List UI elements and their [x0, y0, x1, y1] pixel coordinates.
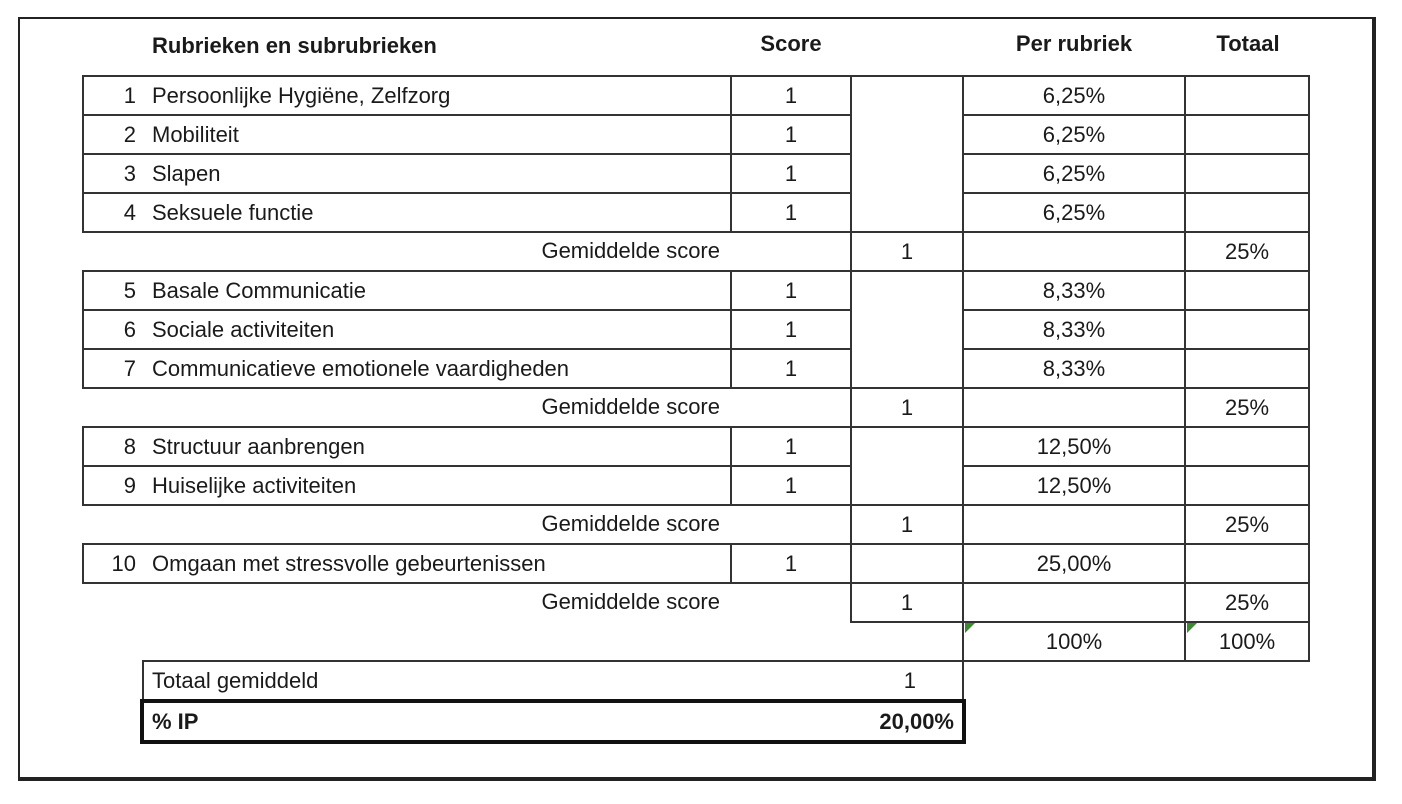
- row-label: Huiselijke activiteiten: [152, 473, 357, 498]
- row-number: 4: [123, 200, 136, 225]
- row-per-rubriek: 8,33%: [962, 348, 1186, 389]
- avg-score: 1: [850, 504, 964, 545]
- avg-per-empty: [962, 582, 1186, 623]
- row-score: 1: [730, 153, 852, 194]
- row-label: Communicatieve emotionele vaardigheden: [152, 356, 570, 381]
- avg-total: 25%: [1184, 504, 1310, 545]
- row-totaal-empty: [1184, 309, 1310, 350]
- ip-row: [140, 699, 966, 744]
- cell-comment-marker: [965, 623, 975, 633]
- row-label: Mobiliteit: [152, 122, 239, 147]
- category-row: [82, 153, 732, 194]
- category-row: [82, 114, 732, 155]
- sum-totaal: 100%: [1184, 621, 1310, 662]
- totaal-gemiddeld-row: [142, 660, 964, 701]
- row-score: 1: [730, 348, 852, 389]
- row-totaal-empty: [1184, 465, 1310, 506]
- category-row: [82, 426, 732, 467]
- avg-total: 25%: [1184, 582, 1310, 623]
- row-score: 1: [730, 192, 852, 233]
- row-label: Seksuele functie: [152, 200, 314, 225]
- row-totaal-empty: [1184, 75, 1310, 116]
- cell-comment-marker: [1187, 623, 1197, 633]
- row-score: 1: [730, 114, 852, 155]
- category-row: [82, 75, 732, 116]
- row-per-rubriek: 6,25%: [962, 114, 1186, 155]
- totaal-gemiddeld-label: Totaal gemiddeld: [152, 667, 319, 693]
- header-score: Score: [760, 31, 822, 56]
- avg-score: 1: [850, 231, 964, 272]
- avg-per-empty: [962, 231, 1186, 272]
- row-label: Persoonlijke Hygiëne, Zelfzorg: [152, 83, 451, 108]
- ip-label: % IP: [152, 708, 199, 734]
- row-score: 1: [730, 309, 852, 350]
- row-score: 1: [730, 426, 852, 467]
- avg-label: Gemiddelde score: [541, 588, 720, 614]
- row-number: 5: [123, 278, 136, 303]
- category-row: [82, 309, 732, 350]
- avg-per-empty: [962, 504, 1186, 545]
- row-score: 1: [730, 75, 852, 116]
- row-per-rubriek: 6,25%: [962, 75, 1186, 116]
- row-per-rubriek: 8,33%: [962, 270, 1186, 311]
- avg-score: 1: [850, 582, 964, 623]
- category-row: [82, 465, 732, 506]
- row-score: 1: [730, 465, 852, 506]
- row-number: 3: [123, 161, 136, 186]
- row-per-rubriek: 8,33%: [962, 309, 1186, 350]
- row-per-rubriek: 12,50%: [962, 465, 1186, 506]
- avg-total: 25%: [1184, 231, 1310, 272]
- row-per-rubriek: 6,25%: [962, 192, 1186, 233]
- row-totaal-empty: [1184, 114, 1310, 155]
- ip-value: 20,00%: [879, 708, 954, 734]
- row-label: Omgaan met stressvolle gebeurtenissen: [152, 551, 546, 576]
- row-totaal-empty: [1184, 270, 1310, 311]
- row-totaal-empty: [1184, 426, 1310, 467]
- row-per-rubriek: 6,25%: [962, 153, 1186, 194]
- row-number: 1: [123, 83, 136, 108]
- avg-score: 1: [850, 387, 964, 428]
- row-number: 9: [123, 473, 136, 498]
- row-totaal-empty: [1184, 543, 1310, 584]
- row-totaal-empty: [1184, 153, 1310, 194]
- totaal-gemiddeld-value: 1: [903, 667, 916, 693]
- header-per-rubriek: Per rubriek: [1015, 31, 1133, 56]
- row-number: 7: [123, 356, 136, 381]
- header-totaal: Totaal: [1216, 31, 1280, 56]
- row-label: Basale Communicatie: [152, 278, 366, 303]
- avg-label: Gemiddelde score: [541, 393, 720, 419]
- row-number: 10: [111, 551, 136, 576]
- row-per-rubriek: 12,50%: [962, 426, 1186, 467]
- category-row: [82, 192, 732, 233]
- header-category: Rubrieken en subrubrieken: [152, 33, 437, 58]
- sum-per-rubriek: 100%: [962, 621, 1186, 662]
- group-gap-box: [850, 270, 964, 389]
- row-label: Sociale activiteiten: [152, 317, 335, 342]
- avg-label: Gemiddelde score: [541, 237, 720, 263]
- row-number: 6: [123, 317, 136, 342]
- category-row: [82, 270, 732, 311]
- row-score: 1: [730, 543, 852, 584]
- row-number: 2: [123, 122, 136, 147]
- avg-total: 25%: [1184, 387, 1310, 428]
- row-per-rubriek: 25,00%: [962, 543, 1186, 584]
- group-gap-box: [850, 426, 964, 506]
- group-gap-box: [850, 75, 964, 233]
- row-totaal-empty: [1184, 192, 1310, 233]
- row-number: 8: [123, 434, 136, 459]
- category-row: [82, 543, 732, 584]
- row-totaal-empty: [1184, 348, 1310, 389]
- avg-label: Gemiddelde score: [541, 510, 720, 536]
- category-row: [82, 348, 732, 389]
- group-gap-box: [850, 543, 964, 584]
- row-label: Structuur aanbrengen: [152, 434, 365, 459]
- row-score: 1: [730, 270, 852, 311]
- avg-per-empty: [962, 387, 1186, 428]
- row-label: Slapen: [152, 161, 221, 186]
